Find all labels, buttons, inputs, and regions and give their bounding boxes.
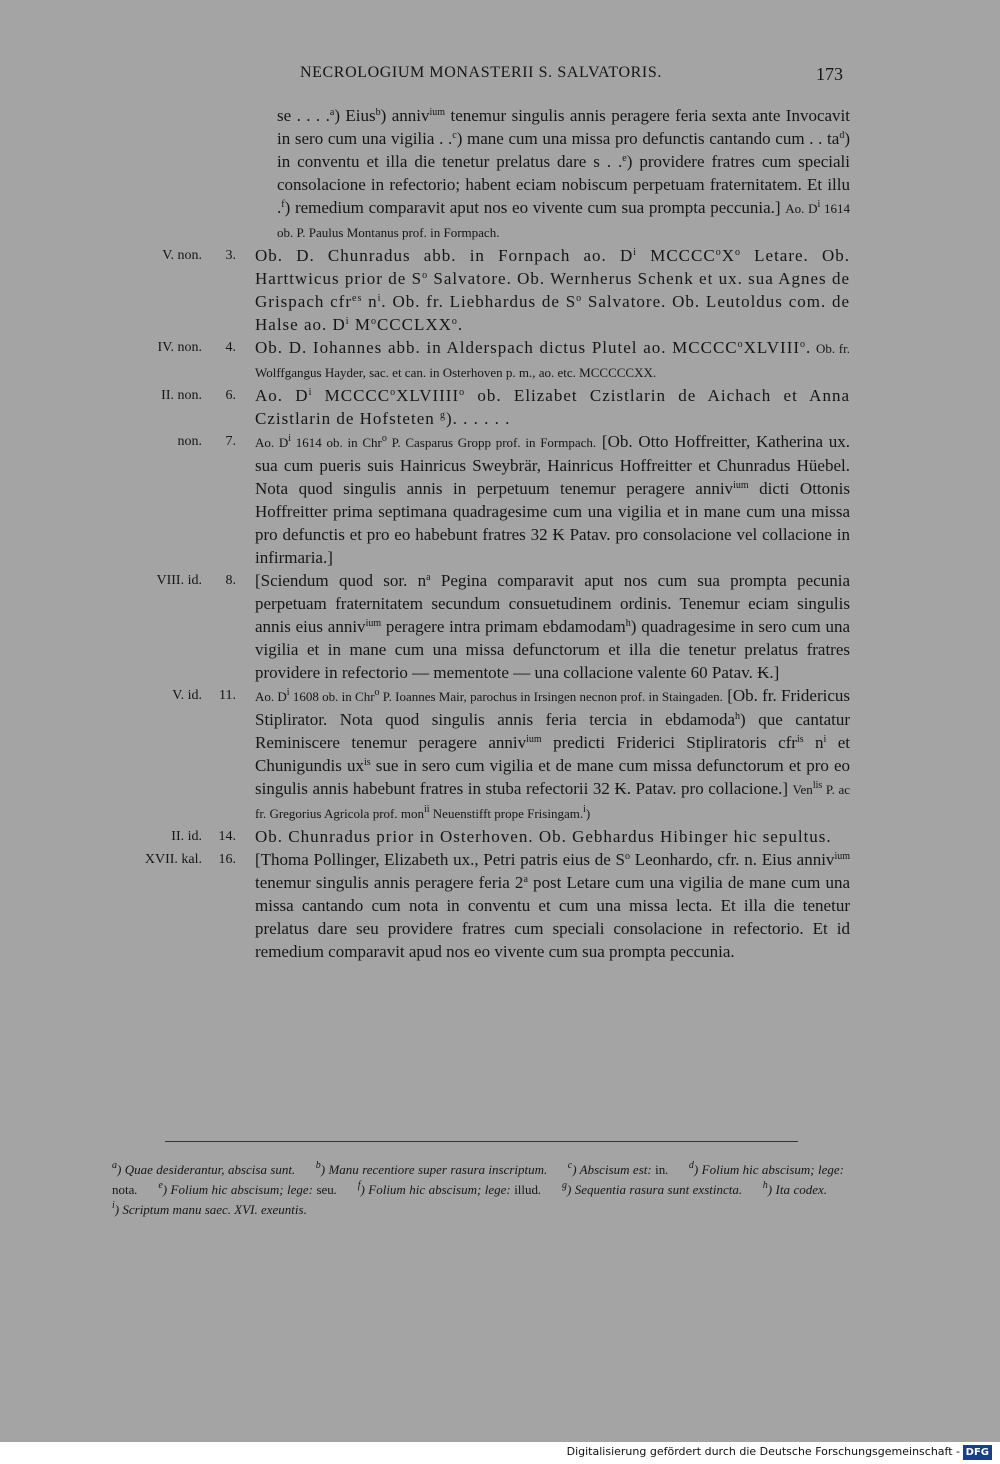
running-title: NECROLOGIUM MONASTERII S. SALVATORIS. <box>300 64 662 81</box>
necrology-entry <box>0 684 1000 825</box>
entry-date: VIII. id. <box>156 573 202 588</box>
entry-text: Ob. D. Iohannes abb. in Alderspach dictus Plutel ao. MCCCC$^o$XLVIII$^o$. Ob. fr. Wolffgangus Hayder, sac. et can. in Osterhoven p. m., ao. etc. MCCCCCXX. <box>255 338 850 380</box>
necrology-entry <box>0 336 1000 384</box>
entry-date: V. id. <box>172 688 202 703</box>
page-number: 173 <box>816 64 843 84</box>
entry-day-number: 14. <box>218 829 236 844</box>
entry-text: [Thoma Pollinger, Elizabeth ux., Petri patris eius de $S^o$ Leonhardo, cfr. n. Eius anniv$^{ium}$ tenemur singulis annis peragere feria 2$^a$ post Letare cum una vigilia de mane cum una missa cantando cum nota in conventu et cum una missa lecta. Et illa die tenetur prelatus dare seu providere fratres cum speciali consolacione in refectorio. Et id remedium comparavit apud nos eo vivente cum sua prompta peccunia. <box>255 850 851 961</box>
necrology-entry <box>0 825 1000 848</box>
necrology-entry <box>0 244 1000 336</box>
necrology-entry <box>0 384 1000 430</box>
entry-date: XVII. kal. <box>144 852 202 867</box>
entry-text: Ob. D. Chunradus abb. in Fornpach ao. $D^i$ $MCCCC^oX^o$ Letare. Ob. Harttwicus prior de $S^o$ Salvatore. Ob. Wernherus Schenk et ux. sua Agnes de Grispach cfr$^{es}$ $n^i$. Ob. fr. Liebhardus de $S^o$ Salvatore. Ob. Leutoldus com. de Halse ao. $D^i$ $M^oCCCLXX^o$. <box>255 246 851 334</box>
entry-date: non. <box>177 434 202 449</box>
entry-day-number: 3. <box>225 248 236 263</box>
entry-day-number: 11. <box>219 688 236 703</box>
entry-text: Ao. $D^i$ 1608 ob. in Chr$^o$ P. Ioannes Mair, parochus in Irsingen necnon prof. in Staingaden. [Ob. fr. Fridericus Stiplirator. Nota quod singulis annis feria tercia in ebdamoda$^h$) que cantatur Reminiscere tenemur peragere anniv$^{ium}$ predicti Friderici Stipliratoris cfr$^{is}$ $n^i$ et Chunigundis $ux^{is}$ sue in sero cum vigilia et de mane cum missa defunctorum et pro eo singulis annis habebunt fratres in stuba refectorii 32 ₭. Patav. pro collacione.] Ven$^{lis}$ P. ac fr. Gregorius Agricola prof. mon$^{ii}$ Neuenstifft prope Frisingam.$^i$) <box>255 686 850 821</box>
credit-text: Digitalisierung gefördert durch die Deutsche Forschungsgemeinschaft - <box>566 1445 960 1458</box>
entry-date: V. non. <box>162 248 202 263</box>
entry-text: Ob. Chunradus prior in Osterhoven. Ob. Gebhardus Hibinger hic sepultus. <box>255 827 832 846</box>
entry-date: IV. non. <box>157 340 202 355</box>
running-head <box>0 64 1000 88</box>
necrology-entries <box>0 104 1000 963</box>
entry-date: II. id. <box>171 829 202 844</box>
entry-text: [Sciendum quod sor. $n^a$ Pegina comparavit aput nos cum sua prompta pecunia perpetuam fraternitatem secundum consuetudinem ordinis. Tenemur eciam singulis annis eius anniv$^{ium}$ peragere intra primam ebdamodam$^h$) quadragesime in sero cum una vigilia et in mane cum una missa defunctorum et illa die tenetur prelatus fratres providere in refectorio — mementote — una collacione valente 60 Patav. ₭.] <box>255 571 850 682</box>
entry-day-number: 4. <box>225 340 236 355</box>
footnote-divider <box>165 1141 798 1142</box>
necrology-entry <box>0 104 1000 244</box>
entry-text: Ao. $D^i$ 1614 ob. in Chr$^o$ P. Casparus Gropp prof. in Formpach. [Ob. Otto Hoffreitter, Katherina ux. sua cum pueris suis Hainricus Sweybrär, Hainricus Hoffreitter et Chunradus Hüebel. Nota quod singulis annis in perpetuum tenemur peragere anniv$^{ium}$ dicti Ottonis Hoffreitter prima septimana quadragesime cum una vigilia et in mane cum una missa pro defunctis et pro eo habebunt fratres 32 ₭ Patav. pro consolacione vel collacione in infirmaria.] <box>255 432 850 567</box>
dfg-logo: DFG <box>963 1445 992 1460</box>
digitization-credit-bar <box>0 1442 1000 1464</box>
entry-date: II. non. <box>161 388 202 403</box>
footnotes: $^a$) Quae desiderantur, abscisa sunt. $^b$) Manu recentiore super rasura inscriptum. $^c$) Abscisum est: in. $^d$) Folium hic abscisum; lege: nota. $^e$) Folium hic abscisum; lege: seu. $^f$) Folium hic abscisum; lege: illud. $^g$) Sequentia rasura sunt exstincta. $^h$) Ita codex. $^i$) Scriptum manu saec. XVI. exeuntis. <box>112 1160 845 1217</box>
necrology-entry <box>0 848 1000 963</box>
necrology-entry <box>0 430 1000 569</box>
entry-day-number: 16. <box>218 852 236 867</box>
entry-day-number: 8. <box>225 573 236 588</box>
necrology-entry <box>0 569 1000 684</box>
entry-text: Ao. $D^i$ MCCCC$^o$XLVIIII$^o$ ob. Elizabet Czistlarin de Aichach et Anna Czistlarin de Hofsteten $^g$). . . . . . <box>255 386 850 428</box>
entry-text: se . . . .$^a$) Eius$^b$) anniv$^{ium}$ tenemur singulis annis peragere feria sexta ante Invocavit in sero cum una vigilia . .$^c$) mane cum una missa pro defunctis cantando cum . . $ta^d$) in conventu et illa die tenetur prelatus dare s . .$^e$) providere fratres cum speciali consolacione in refectorio; habent eciam nobiscum perpetuam fraternitatem. Et illu .$^f$) remedium comparavit aput nos eo vivente cum sua prompta peccunia.] Ao. $D^i$ 1614 ob. P. Paulus Montanus prof. in Formpach. <box>277 106 851 240</box>
entry-day-number: 7. <box>225 434 236 449</box>
entry-day-number: 6. <box>225 388 236 403</box>
